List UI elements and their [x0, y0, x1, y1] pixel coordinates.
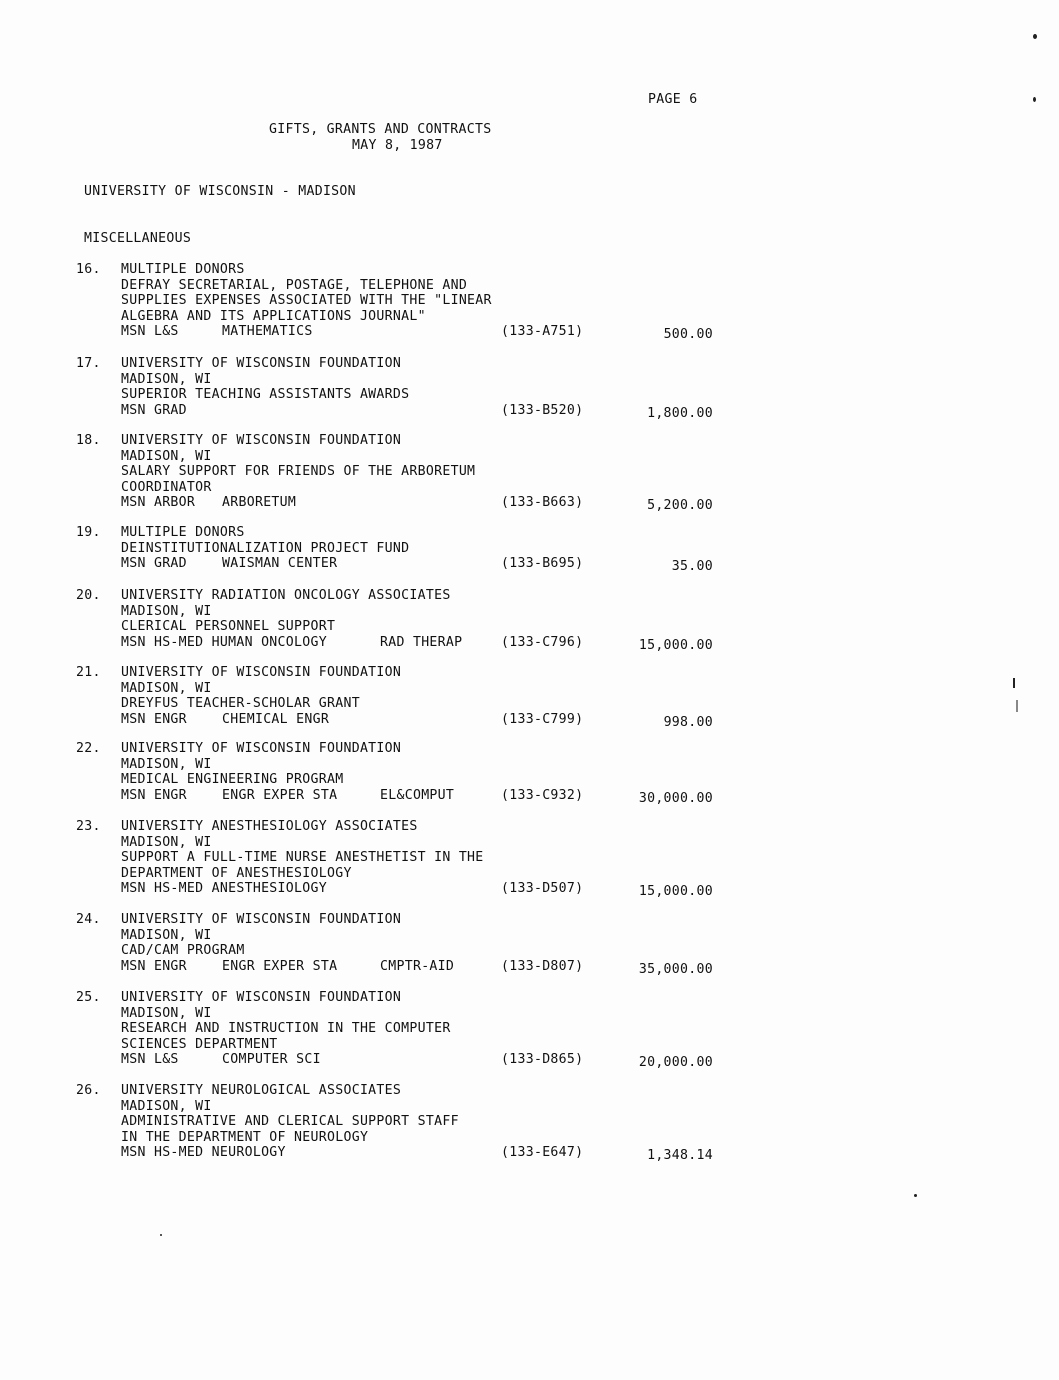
document-date: MAY 8, 1987: [352, 138, 443, 153]
entry-department: COMPUTER SCI: [222, 1052, 321, 1067]
entry-account: (133-B520): [501, 402, 584, 418]
entry-description: [121, 912, 401, 959]
entry-unit: MSN ENGR: [121, 958, 187, 974]
entry-line: DEPARTMENT OF ANESTHESIOLOGY: [121, 865, 352, 881]
scan-speck: [1013, 678, 1015, 688]
entry-description: [121, 588, 451, 635]
entry-line: SUPPLIES EXPENSES ASSOCIATED WITH THE "LINEAR: [121, 293, 492, 308]
entry-unit: MSN HS-MED ANESTHESIOLOGY: [121, 881, 327, 896]
entry-number: 21.: [76, 665, 101, 680]
entry-description: [121, 665, 401, 712]
entry-description: [121, 741, 401, 788]
entry-line: MULTIPLE DONORS: [121, 525, 245, 540]
entry-account: (133-C796): [501, 634, 584, 650]
entry-department: ENGR EXPER STA: [222, 958, 338, 974]
entry-unit: MSN GRAD: [121, 402, 187, 418]
entry-department: CHEMICAL ENGR: [222, 711, 330, 727]
entry-line: MADISON, WI: [121, 1098, 212, 1114]
entry-line: UNIVERSITY OF WISCONSIN FOUNDATION: [121, 433, 402, 448]
entry-line: MADISON, WI: [121, 680, 212, 696]
entry-number: 16.: [76, 262, 101, 277]
entry-account: (133-C932): [501, 787, 584, 803]
entry-description: [121, 990, 451, 1052]
scan-speck: [1033, 97, 1036, 102]
entry-subdivision: RAD THERAP: [380, 634, 463, 650]
entry-line: DREYFUS TEACHER-SCHOLAR GRANT: [121, 696, 360, 711]
scan-speck: [914, 1194, 917, 1197]
entry-description: [121, 819, 484, 881]
entry-number: 18.: [76, 433, 101, 448]
entry-unit: MSN ENGR: [121, 711, 187, 727]
entry-account: (133-D865): [501, 1052, 584, 1067]
entry-department: WAISMAN CENTER: [222, 556, 338, 571]
entry-unit: MSN GRAD: [121, 556, 187, 571]
entry-amount: 15,000.00: [638, 884, 713, 899]
entry-amount: 30,000.00: [638, 790, 713, 806]
entry-line: UNIVERSITY OF WISCONSIN FOUNDATION: [121, 912, 402, 927]
entry-line: ALGEBRA AND ITS APPLICATIONS JOURNAL": [121, 308, 426, 324]
scan-speck: [1016, 700, 1018, 712]
entry-number: 17.: [76, 356, 101, 371]
entry-department: ENGR EXPER STA: [222, 787, 338, 803]
entry-department: MATHEMATICS: [222, 324, 313, 339]
entry-amount: 15,000.00: [638, 637, 713, 653]
entry-amount: 1,348.14: [647, 1148, 713, 1163]
entry-amount: 35,000.00: [638, 961, 713, 977]
entry-amount: 1,800.00: [647, 405, 713, 421]
entry-line: MADISON, WI: [121, 1005, 212, 1021]
entry-line: UNIVERSITY ANESTHESIOLOGY ASSOCIATES: [121, 819, 418, 834]
entry-line: SUPPORT A FULL-TIME NURSE ANESTHETIST IN THE: [121, 850, 484, 865]
entry-description: [121, 262, 492, 324]
entry-description: [121, 525, 409, 556]
entry-line: MADISON, WI: [121, 834, 212, 850]
entry-line: ADMINISTRATIVE AND CLERICAL SUPPORT STAFF: [121, 1114, 459, 1129]
entry-unit: MSN HS-MED HUMAN ONCOLOGY: [121, 634, 327, 650]
entry-subdivision: EL&COMPUT: [380, 787, 455, 803]
entry-line: MADISON, WI: [121, 927, 212, 943]
entry-line: IN THE DEPARTMENT OF NEUROLOGY: [121, 1129, 369, 1145]
entry-department: ARBORETUM: [222, 495, 297, 510]
entry-line: MEDICAL ENGINEERING PROGRAM: [121, 772, 344, 787]
entry-amount: 35.00: [671, 559, 713, 574]
entry-amount: 500.00: [663, 327, 713, 342]
entry-line: UNIVERSITY OF WISCONSIN FOUNDATION: [121, 665, 402, 680]
entry-line: UNIVERSITY OF WISCONSIN FOUNDATION: [121, 356, 402, 371]
entry-line: UNIVERSITY NEUROLOGICAL ASSOCIATES: [121, 1083, 402, 1098]
entry-description: [121, 356, 409, 403]
entry-line: UNIVERSITY OF WISCONSIN FOUNDATION: [121, 741, 402, 756]
document-title: GIFTS, GRANTS AND CONTRACTS: [269, 122, 492, 137]
entry-line: MADISON, WI: [121, 448, 212, 464]
entry-line: MADISON, WI: [121, 371, 212, 387]
entry-line: MADISON, WI: [121, 756, 212, 772]
entry-amount: 20,000.00: [638, 1055, 713, 1070]
entry-line: UNIVERSITY OF WISCONSIN FOUNDATION: [121, 990, 402, 1005]
section-heading: MISCELLANEOUS: [84, 231, 192, 246]
entry-line: CLERICAL PERSONNEL SUPPORT: [121, 619, 336, 634]
entry-unit: MSN L&S: [121, 324, 179, 339]
entry-amount: 998.00: [663, 714, 713, 730]
entry-line: COORDINATOR: [121, 479, 212, 495]
entry-subdivision: CMPTR-AID: [380, 958, 455, 974]
entry-line: SCIENCES DEPARTMENT: [121, 1036, 278, 1052]
entry-unit: MSN ARBOR: [121, 495, 196, 510]
entry-account: (133-D507): [501, 881, 584, 896]
entry-unit: MSN ENGR: [121, 787, 187, 803]
entry-number: 19.: [76, 525, 101, 540]
entry-account: (133-B695): [501, 556, 584, 571]
entry-amount: 5,200.00: [647, 498, 713, 513]
entry-line: MULTIPLE DONORS: [121, 262, 245, 277]
entry-line: UNIVERSITY RADIATION ONCOLOGY ASSOCIATES: [121, 588, 451, 603]
entry-description: [121, 1083, 459, 1145]
entry-description: [121, 433, 475, 495]
entry-unit: MSN HS-MED NEUROLOGY: [121, 1145, 286, 1160]
entry-line: RESEARCH AND INSTRUCTION IN THE COMPUTER: [121, 1021, 451, 1036]
entry-line: DEFRAY SECRETARIAL, POSTAGE, TELEPHONE AND: [121, 277, 468, 293]
entry-line: CAD/CAM PROGRAM: [121, 943, 245, 958]
entry-line: SUPERIOR TEACHING ASSISTANTS AWARDS: [121, 387, 410, 402]
entry-number: 24.: [76, 912, 101, 927]
entry-account: (133-B663): [501, 495, 584, 510]
entry-number: 23.: [76, 819, 101, 834]
entry-line: DEINSTITUTIONALIZATION PROJECT FUND: [121, 540, 410, 556]
entry-number: 25.: [76, 990, 101, 1005]
entry-number: 26.: [76, 1083, 101, 1098]
institution-heading: UNIVERSITY OF WISCONSIN - MADISON: [84, 184, 356, 199]
entry-unit: MSN L&S: [121, 1052, 179, 1067]
entry-account: (133-C799): [501, 711, 584, 727]
entry-account: (133-A751): [501, 324, 584, 339]
entry-number: 22.: [76, 741, 101, 756]
entry-account: (133-E647): [501, 1145, 584, 1160]
scan-speck: [160, 1234, 162, 1236]
page-number: PAGE 6: [648, 92, 698, 107]
entry-number: 20.: [76, 588, 101, 603]
entry-line: SALARY SUPPORT FOR FRIENDS OF THE ARBORETUM: [121, 464, 476, 479]
entry-line: MADISON, WI: [121, 603, 212, 619]
entry-account: (133-D807): [501, 958, 584, 974]
scan-speck: [1033, 34, 1037, 39]
